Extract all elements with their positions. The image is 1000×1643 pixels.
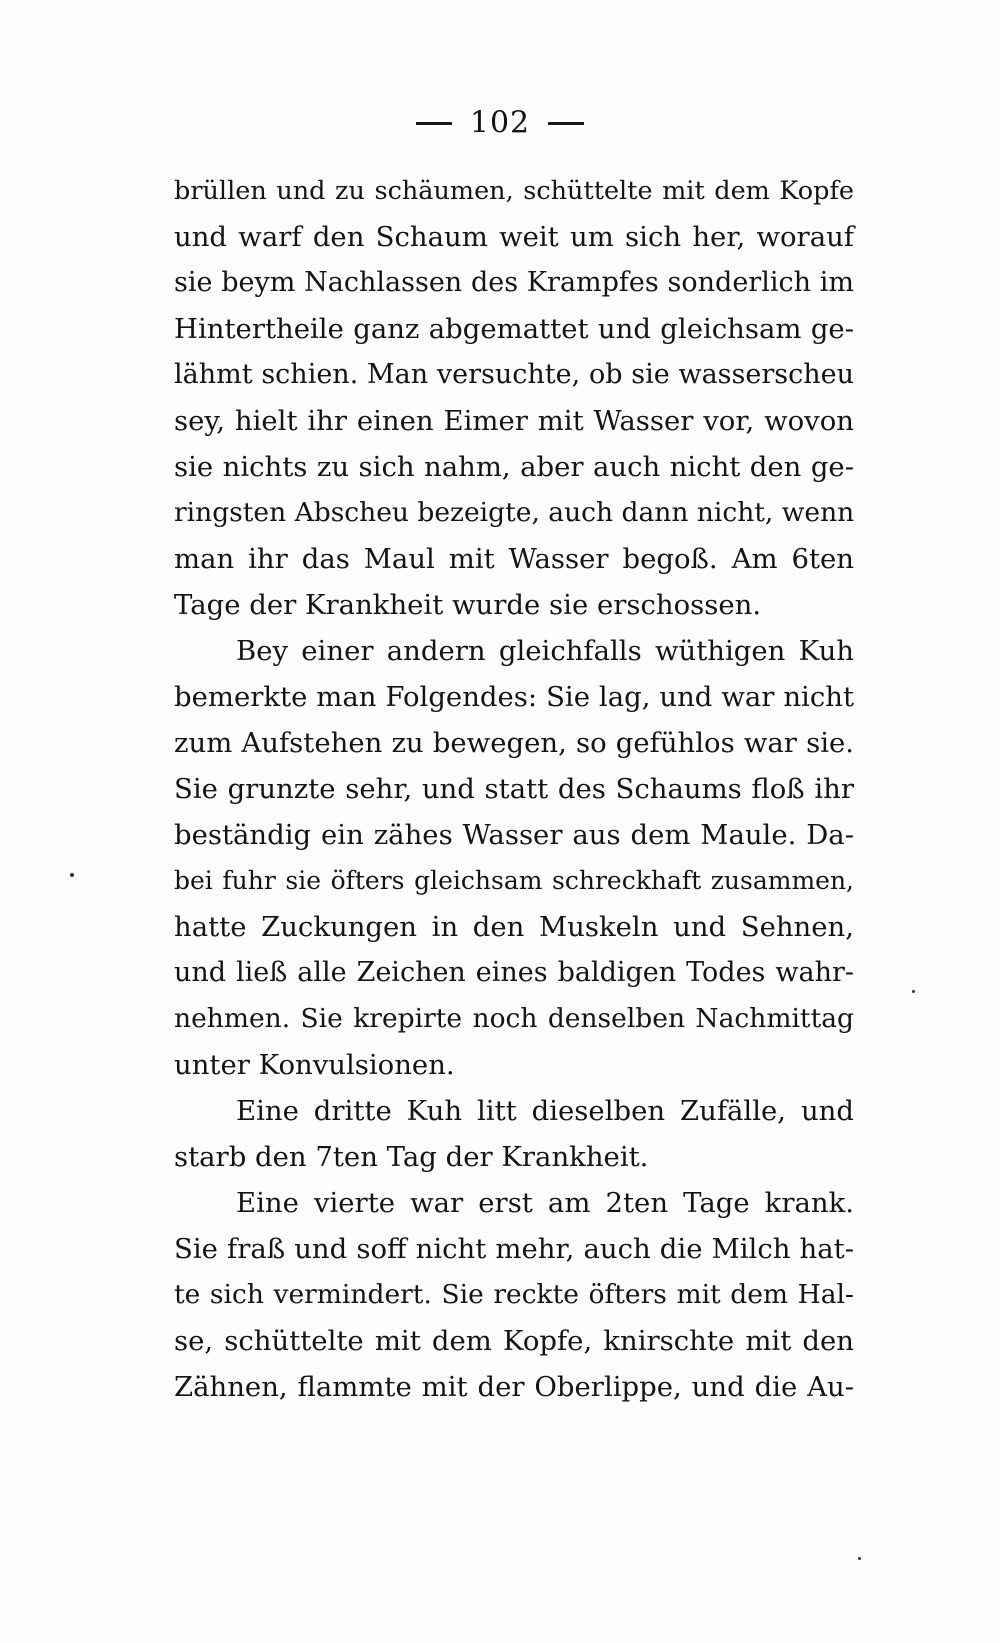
text-line: starb den 7ten Tag der Krankheit. [174, 1141, 649, 1173]
text-line: Hintertheile ganz abgemattet und gleichsam ge- [174, 313, 854, 345]
body-text [174, 168, 854, 1410]
text-line: lähmt schien. Man versuchte, ob sie wasserscheu [174, 359, 854, 390]
text-line: und warf den Schaum weit um sich her, worauf [174, 221, 854, 253]
text-line-paragraph-start: Eine dritte Kuh litt dieselben Zufälle, und [236, 1095, 854, 1127]
paper-speck [912, 990, 915, 993]
text-line: beständig ein zähes Wasser aus dem Maule. Da- [174, 819, 854, 851]
text-line: Sie fraß und soff nicht mehr, auch die Milch hat- [174, 1233, 854, 1265]
page-header [0, 104, 1000, 141]
text-line: te sich vermindert. Sie reckte öfters mit dem Hal- [174, 1279, 854, 1310]
text-line: Sie grunzte sehr, und statt des Schaums floß ihr [174, 773, 854, 805]
text-line-paragraph-start: Eine vierte war erst am 2ten Tage krank. [236, 1187, 854, 1219]
text-line: und ließ alle Zeichen eines baldigen Todes wahr- [174, 957, 854, 988]
paper-speck [70, 873, 74, 877]
text-line: nehmen. Sie krepirte noch denselben Nachmittag [174, 1003, 854, 1034]
text-line: sie nichts zu sich nahm, aber auch nicht den ge- [174, 451, 854, 483]
text-line: hatte Zuckungen in den Muskeln und Sehnen, [174, 911, 854, 943]
text-line: sey, hielt ihr einen Eimer mit Wasser vor, wovon [174, 405, 854, 437]
header-dash-right [548, 122, 584, 125]
text-line: ringsten Abscheu bezeigte, auch dann nicht, wenn [174, 497, 855, 528]
text-line-paragraph-start: Bey einer andern gleichfalls wüthigen Kuh [236, 635, 854, 667]
text-line: se, schüttelte mit dem Kopfe, knirschte mit den [174, 1325, 854, 1357]
text-line: zum Aufstehen zu bewegen, so gefühlos war sie. [174, 727, 854, 759]
text-line: brüllen und zu schäumen, schüttelte mit dem Kopfe [174, 176, 854, 206]
text-line: man ihr das Maul mit Wasser begoß. Am 6ten [174, 543, 854, 575]
text-line: sie beym Nachlassen des Krampfes sonderlich im [174, 267, 854, 298]
header-dash-left [416, 122, 452, 125]
page-number: 102 [469, 105, 531, 141]
text-line: bemerkte man Folgendes: Sie lag, und war nicht [174, 681, 854, 713]
text-line: bei fuhr sie öfters gleichsam schreckhaft zusammen, [174, 866, 854, 895]
text-line: Zähnen, flammte mit der Oberlippe, und die Au- [174, 1371, 854, 1403]
paper-speck [858, 1557, 861, 1560]
text-line: Tage der Krankheit wurde sie erschossen. [174, 589, 762, 621]
text-line: unter Konvulsionen. [174, 1049, 455, 1081]
